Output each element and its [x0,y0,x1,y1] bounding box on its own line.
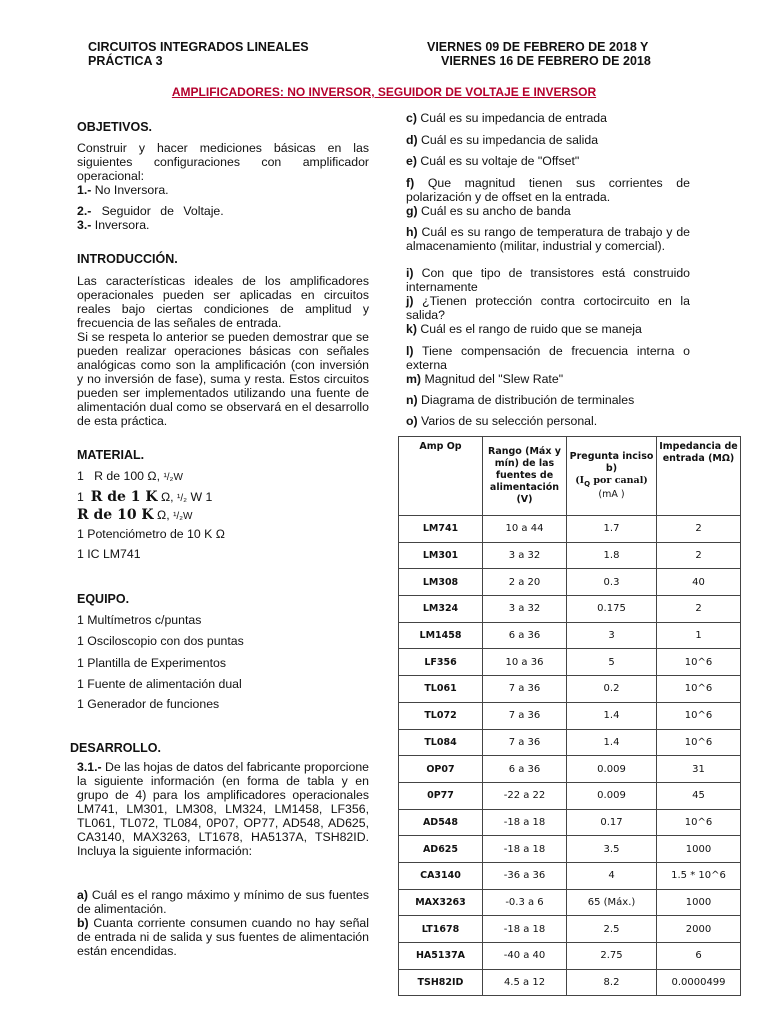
cell-impedance: 2 [657,596,741,623]
cell-amp-op: TSH82ID [399,969,483,996]
question-a [77,888,369,916]
half-watt: ¹/₂W [173,511,193,522]
cell-amp-op: AD548 [399,809,483,836]
date-line-2: VIERNES 16 DE FEBRERO DE 2018 [441,54,651,68]
cell-impedance: 6 [657,943,741,970]
question-text: Varios de su selección personal. [421,414,598,428]
cell-range: 6 a 36 [483,622,567,649]
cell-impedance: 0.0000499 [657,969,741,996]
desarrollo-body: De las hojas de datos del fabricante proporcione la siguiente información (en forma de tabla y en grupo de 4) para los amplificadores operacionales LM741, LM301, LM308, LM324, LM1458, LF356, TL061, TL072, TL084, 0P07, OP77, AD548, AD625, CA3140, MAX3263, LT1678, HA5137A, TSH82ID. Incluya la siguiente información: [77,760,369,858]
ohm-symbol: Ω, [160,490,174,504]
question-letter: h) [406,225,418,239]
cell-amp-op: TL061 [399,676,483,703]
objetivo-label: Inversora. [94,218,150,232]
cell-range: 3 a 32 [483,542,567,569]
question-j [406,294,690,322]
objetivo-num: 1.- [77,183,92,197]
cell-impedance: 10^6 [657,649,741,676]
question-text: Cuál es su ancho de banda [421,204,571,218]
opamp-table [398,436,741,996]
question-d [406,133,690,147]
table-body [399,516,741,996]
table-row [399,649,741,676]
cell-current: 3.5 [567,836,657,863]
question-letter: m) [406,372,422,386]
question-text: Cuanta corriente consumen cuando no hay señal de entrada ni de salida y sus fuentes de alimentación están encendidas. [77,916,369,958]
qty: 1 [77,490,84,504]
cell-amp-op: LT1678 [399,916,483,943]
question-letter: o) [406,414,418,428]
cell-range: -22 a 22 [483,782,567,809]
cell-current: 5 [567,649,657,676]
question-k [406,322,690,336]
objetivo-num: 3.- [77,218,92,232]
question-letter: i) [406,266,414,280]
cell-amp-op: MAX3263 [399,889,483,916]
question-letter: n) [406,393,418,407]
cell-current: 65 (Máx.) [567,889,657,916]
cell-range: 10 a 44 [483,516,567,543]
cell-range: -18 a 18 [483,916,567,943]
question-c [406,111,690,125]
header-current [567,437,657,516]
cell-amp-op: LF356 [399,649,483,676]
question-letter: d) [406,133,418,147]
objetivo-item [77,218,369,232]
question-letter: c) [406,111,417,125]
cell-amp-op: TL084 [399,729,483,756]
question-text: Cuál es su voltaje de "Offset" [420,154,580,168]
material-r1k [77,490,369,506]
table-row [399,516,741,543]
introduccion-p2: Si se respeta lo anterior se pueden demostrar que se pueden realizar operaciones básicas con señales analógicas como son la amplificación (con inversión y no inversión de fase), suma y resta. Estos circuitos pueden ser implementados utilizando una fuente de alimentación dual como se observará en el desarrollo de esta práctica. [77,330,369,428]
cell-current: 4 [567,862,657,889]
question-n [406,393,690,407]
question-text: Diagrama de distribución de terminales [421,393,635,407]
question-text: Cuál es el rango máximo y mínimo de sus fuentes de alimentación. [77,888,369,916]
cell-range: 7 a 36 [483,676,567,703]
header-current-a: Pregunta inciso b) [569,450,654,474]
r10k-text: R de 10 K [77,507,154,523]
cell-amp-op: 0P77 [399,782,483,809]
cell-range: 4.5 a 12 [483,969,567,996]
question-letter: j) [406,294,414,308]
cell-range: 10 a 36 [483,649,567,676]
cell-amp-op: LM1458 [399,622,483,649]
header-amp-op: Amp Op [399,437,483,516]
question-text: Tiene compensación de frecuencia interna o externa [406,344,691,372]
cell-current: 3 [567,622,657,649]
question-b [77,916,369,958]
cell-current: 0.009 [567,782,657,809]
table-row [399,916,741,943]
table-row [399,969,741,996]
table-row [399,889,741,916]
desarrollo-text [77,760,369,858]
question-letter: k) [406,322,417,336]
objetivo-item [77,204,369,218]
header-current-b: (I [575,474,585,486]
cell-amp-op: CA3140 [399,862,483,889]
question-m [406,372,690,386]
question-f [406,176,690,204]
practice-number: PRÁCTICA 3 [88,54,163,68]
equipo-item: 1 Plantilla de Experimentos [77,656,227,670]
course-title: CIRCUITOS INTEGRADOS LINEALES [88,40,309,54]
desarrollo-num: 3.1.- [77,760,102,774]
question-letter: e) [406,154,417,168]
question-text: Cuál es su impedancia de entrada [420,111,607,125]
cell-impedance: 45 [657,782,741,809]
cell-impedance: 2000 [657,916,741,943]
cell-impedance: 1000 [657,889,741,916]
cell-impedance: 31 [657,756,741,783]
header-current-d: (mA ) [598,489,625,501]
header-range: Rango (Máx y mín) de las fuentes de alimentación (V) [483,437,567,516]
question-g [406,204,690,218]
table-row [399,782,741,809]
objetivo-item [77,183,369,197]
cell-current: 0.2 [567,676,657,703]
ohm-symbol: Ω, [157,508,170,522]
cell-current: 1.4 [567,729,657,756]
table-row [399,729,741,756]
cell-amp-op: HA5137A [399,943,483,970]
question-text: Que magnitud tienen sus corrientes de polarización y de offset en la entrada. [406,176,690,204]
introduccion-p1: Las características ideales de los amplificadores operacionales pueden ser aplicadas en circuitos reales bajo ciertas condiciones de amplitud y frecuencia de las señales de entrada. [77,274,369,330]
cell-current: 2.75 [567,943,657,970]
cell-range: -18 a 18 [483,809,567,836]
cell-range: 2 a 20 [483,569,567,596]
cell-amp-op: LM301 [399,542,483,569]
cell-range: -0.3 a 6 [483,889,567,916]
question-text: ¿Tienen protección contra cortocircuito en la salida? [406,294,690,322]
question-letter: f) [406,176,415,190]
equipo-item: 1 Fuente de alimentación dual [77,677,242,691]
cell-range: -40 a 40 [483,943,567,970]
material-r10k [77,508,369,524]
question-text: Cuál es su impedancia de salida [421,133,599,147]
cell-current: 1.7 [567,516,657,543]
cell-amp-op: AD625 [399,836,483,863]
half-fraction: ¹/₂ [177,493,188,504]
table-row [399,756,741,783]
r1k-rest: W 1 [190,490,213,504]
table-header-row [399,437,741,516]
cell-impedance: 1 [657,622,741,649]
cell-impedance: 40 [657,569,741,596]
qty: 1 [77,469,84,483]
question-text: Cuál es el rango de ruido que se maneja [420,322,642,336]
table-row [399,943,741,970]
document-title: AMPLIFICADORES: NO INVERSOR, SEGUIDOR DE VOLTAJE E INVERSOR [171,85,597,99]
question-letter: g) [406,204,418,218]
cell-range: -18 a 18 [483,836,567,863]
objetivos-text: Construir y hacer mediciones básicas en las siguientes configuraciones con amplificador operacional: [77,141,369,183]
cell-range: 7 a 36 [483,729,567,756]
cell-amp-op: OP07 [399,756,483,783]
table-row [399,596,741,623]
desarrollo-heading: DESARROLLO. [70,741,161,755]
table-row [399,836,741,863]
introduccion-heading: INTRODUCCIÓN. [77,252,178,266]
question-letter: l) [406,344,414,358]
cell-impedance: 1000 [657,836,741,863]
table-row [399,809,741,836]
half-watt: ¹/₂W [163,472,183,483]
equipo-heading: EQUIPO. [77,592,130,606]
cell-current: 1.4 [567,702,657,729]
objetivo-label: Seguidor de Voltaje. [101,204,224,218]
cell-current: 8.2 [567,969,657,996]
cell-amp-op: LM741 [399,516,483,543]
cell-current: 0.009 [567,756,657,783]
equipo-item: 1 Osciloscopio con dos puntas [77,634,244,648]
question-text: Cuál es su rango de temperatura de trabajo y de almacenamiento (militar, industrial y comercial). [406,225,690,253]
question-o [406,414,690,428]
cell-impedance: 1.5 * 10^6 [657,862,741,889]
objetivo-num: 2.- [77,204,92,218]
question-i [406,266,690,294]
r100-text: R de 100 Ω, [94,469,161,483]
table-row [399,862,741,889]
table-row [399,569,741,596]
table-row [399,622,741,649]
cell-range: 7 a 36 [483,702,567,729]
cell-impedance: 2 [657,542,741,569]
r1k-text: R de 1 K [90,489,158,505]
objetivos-heading: OBJETIVOS. [77,120,153,134]
cell-current: 0.175 [567,596,657,623]
cell-amp-op: LM308 [399,569,483,596]
question-letter: b) [77,916,89,930]
question-e [406,154,690,168]
cell-current: 0.17 [567,809,657,836]
cell-impedance: 10^6 [657,676,741,703]
cell-current: 0.3 [567,569,657,596]
cell-range: -36 a 36 [483,862,567,889]
cell-impedance: 10^6 [657,809,741,836]
objetivo-label: No Inversora. [94,183,169,197]
cell-current: 2.5 [567,916,657,943]
cell-range: 6 a 36 [483,756,567,783]
header-current-sub: Q [584,479,591,488]
cell-amp-op: LM324 [399,596,483,623]
cell-impedance: 10^6 [657,702,741,729]
equipo-item: 1 Multímetros c/puntas [77,613,202,627]
material-r100 [77,469,369,485]
equipo-item: 1 Generador de funciones [77,697,220,711]
table-row [399,542,741,569]
cell-current: 1.8 [567,542,657,569]
table-row [399,676,741,703]
cell-impedance: 2 [657,516,741,543]
question-l [406,344,690,372]
question-text: Magnitud del "Slew Rate" [424,372,564,386]
cell-amp-op: TL072 [399,702,483,729]
header-impedance: Impedancia de entrada (MΩ) [657,437,741,516]
material-heading: MATERIAL. [77,448,145,462]
material-ic: 1 IC LM741 [77,547,141,561]
table-row [399,702,741,729]
question-text: Con que tipo de transistores está construido internamente [406,266,690,294]
material-pot: 1 Potenciómetro de 10 K Ω [77,527,225,541]
header-current-c: por canal) [590,474,648,486]
date-line-1: VIERNES 09 DE FEBRERO DE 2018 Y [427,40,649,54]
question-letter: a) [77,888,88,902]
cell-impedance: 10^6 [657,729,741,756]
cell-range: 3 a 32 [483,596,567,623]
question-h [406,225,690,253]
